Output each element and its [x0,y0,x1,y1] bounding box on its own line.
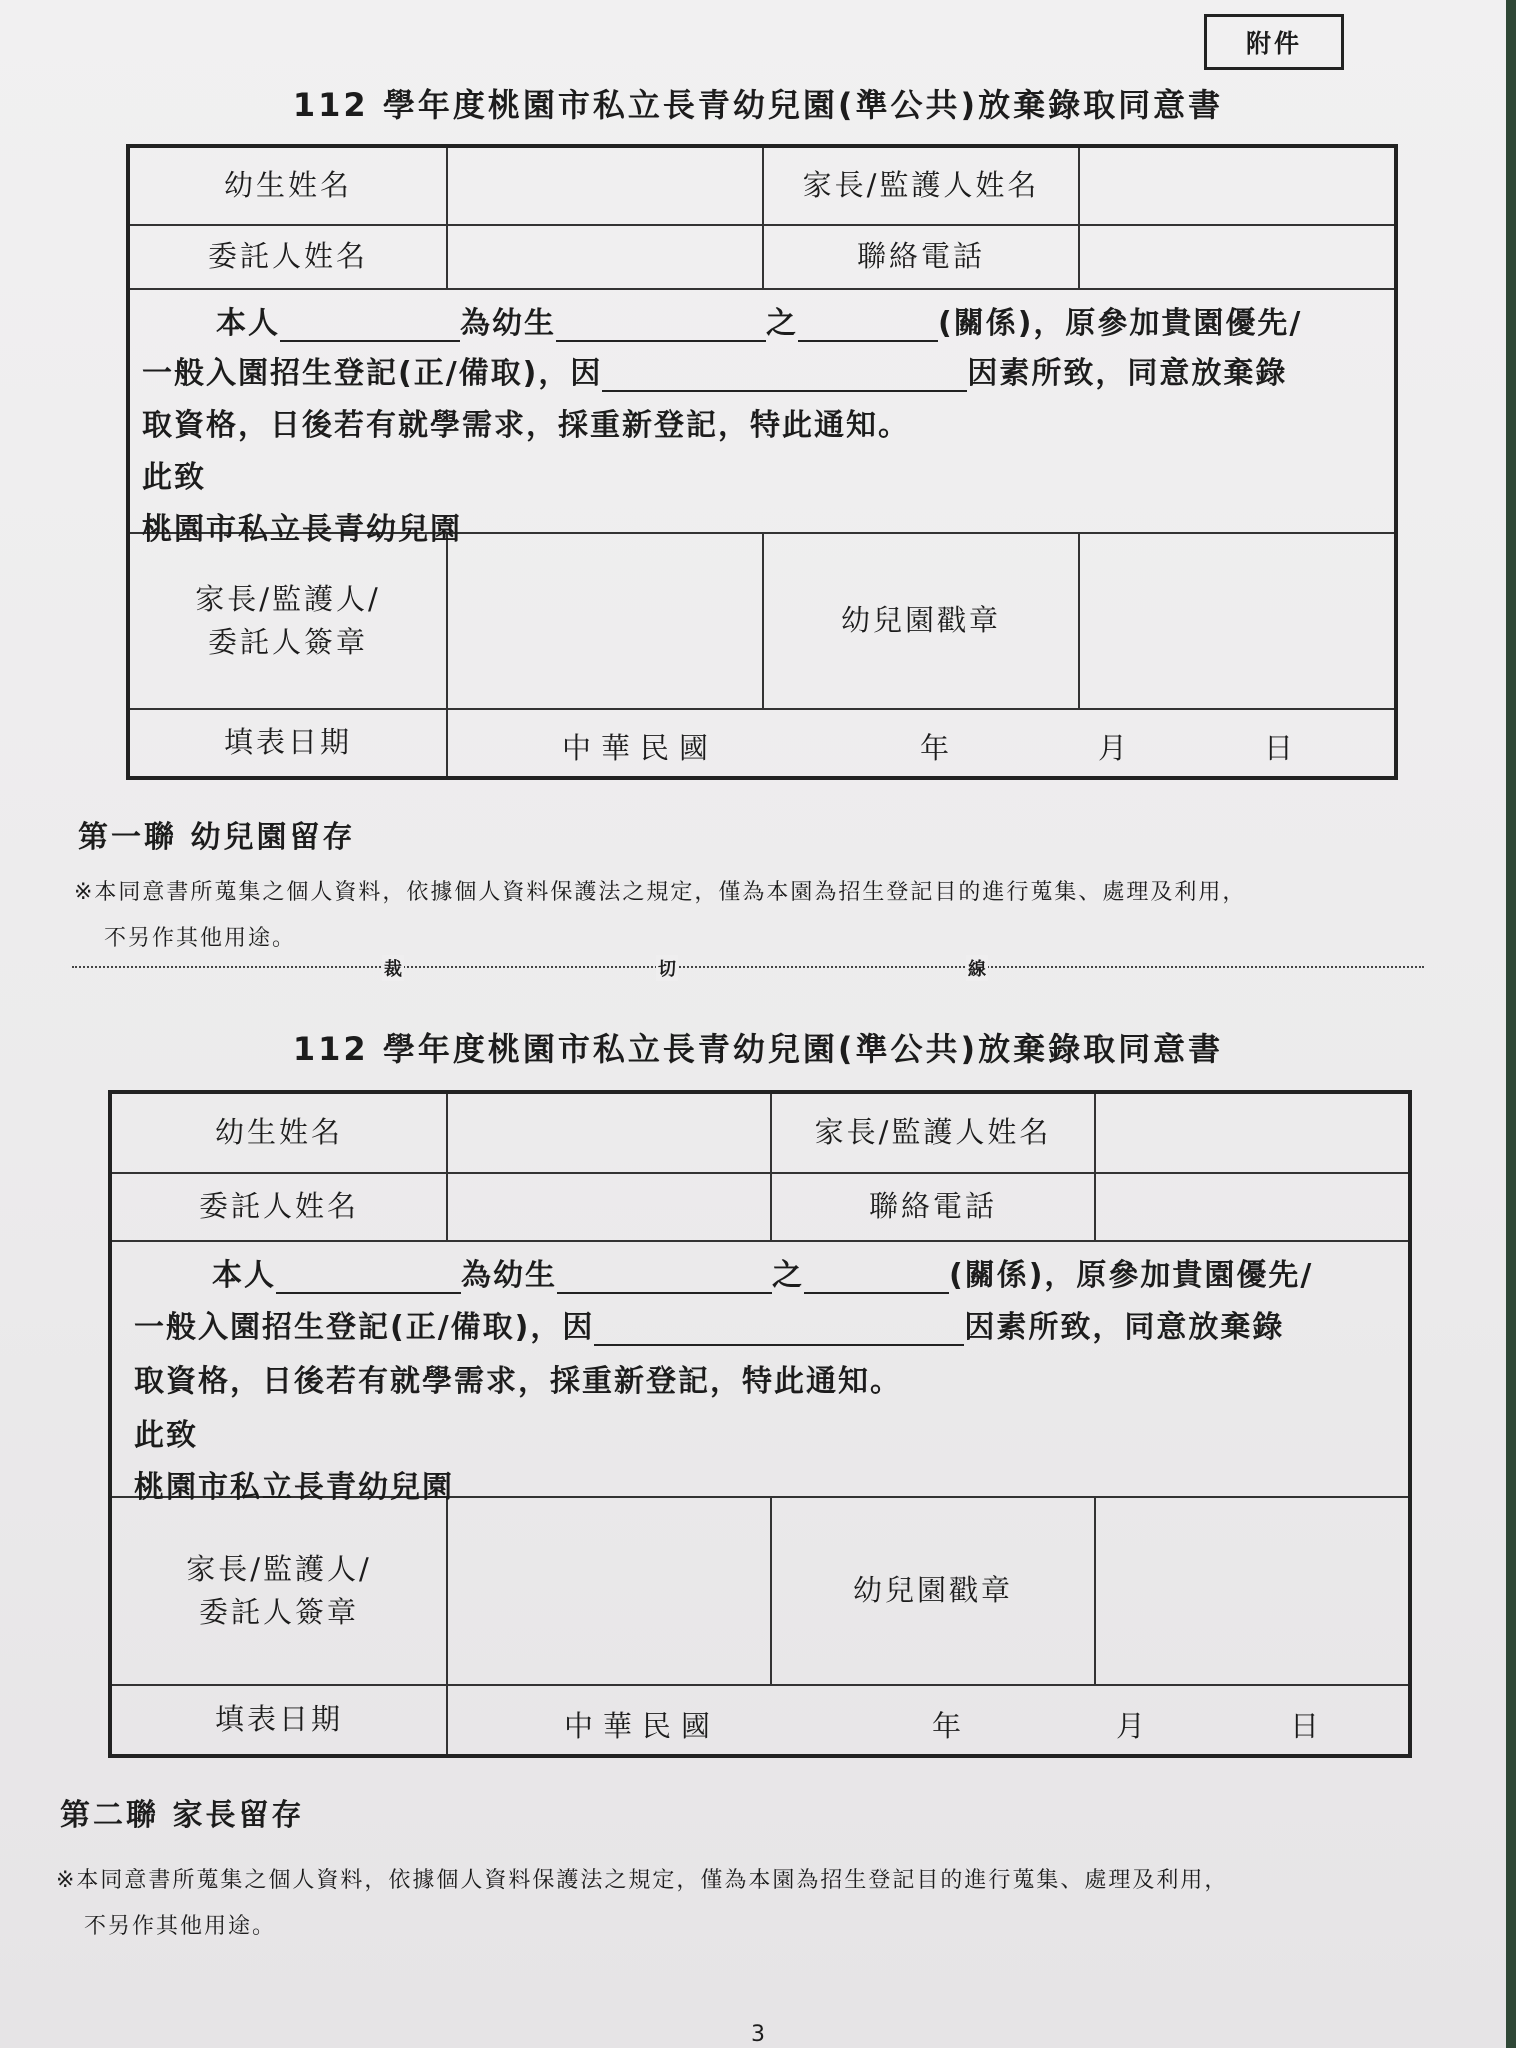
recipient: 桃園市私立長青幼兒園 [134,1470,454,1505]
declarant-blank[interactable] [276,1262,461,1294]
privacy-note-1a: ※本同意書所蒐集之個人資料，依據個人資料保護法之規定，僅為本園為招生登記目的進行蒐集、處理及利用， [74,880,1247,905]
phone-field[interactable] [1080,226,1394,288]
signature-field[interactable] [448,1498,770,1684]
date-era: 中華民國 [564,1709,721,1743]
salute: 此致 [134,1418,198,1453]
trustee-name-label: 委託人姓名 [198,1189,359,1224]
statement-line-2: 一般入園招生登記(正/備取)，因 因素所致，同意放棄錄 [142,356,1288,391]
statement-line-3: 取資格，日後若有就學需求，採重新登記，特此通知。 [134,1364,902,1399]
date-label: 填表日期 [223,725,352,760]
reason-blank[interactable] [602,360,967,392]
signature-label: 家長/監護人/ 委託人簽章 [195,581,381,659]
trustee-name-field[interactable] [448,226,762,288]
date-month: 月 [1098,731,1138,765]
signature-label: 家長/監護人/ 委託人簽章 [186,1551,372,1629]
form1-table [126,144,1398,780]
statement-line-2: 一般入園招生登記(正/備取)，因 因素所致，同意放棄錄 [134,1310,1285,1345]
child-name-label: 幼生姓名 [223,168,352,203]
guardian-name-label: 家長/監護人姓名 [802,168,1040,203]
trustee-name-label: 委託人姓名 [207,239,368,274]
cut-char-1: 裁 [382,955,404,981]
page-number: 3 [751,2022,765,2047]
relation-blank[interactable] [804,1262,949,1294]
annex-box: 附件 [1204,14,1344,70]
date-era: 中華民國 [562,731,719,765]
seal-label: 幼兒園戳章 [852,1573,1013,1608]
child-name-field[interactable] [448,1094,770,1172]
child-blank[interactable] [556,310,766,342]
seal-field[interactable] [1080,534,1394,708]
guardian-name-field[interactable] [1080,148,1394,224]
reason-blank[interactable] [594,1314,964,1346]
seal-label: 幼兒園戳章 [840,603,1001,638]
privacy-note-1b: 不另作其他用途。 [104,926,297,951]
recipient: 桃園市私立長青幼兒園 [142,512,462,547]
cut-char-3: 線 [966,955,988,981]
child-blank[interactable] [557,1262,772,1294]
declarant-blank[interactable] [280,310,460,342]
form2-title: 112 學年度桃園市私立長青幼兒園(準公共)放棄錄取同意書 [292,1030,1224,1068]
form1-title: 112 學年度桃園市私立長青幼兒園(準公共)放棄錄取同意書 [292,86,1224,124]
date-year: 年 [920,731,960,765]
trustee-name-field[interactable] [448,1174,770,1240]
copy-label-1: 第一聯 幼兒園留存 [78,820,356,855]
cut-char-2: 切 [656,955,678,981]
date-month: 月 [1116,1709,1156,1743]
date-day: 日 [1290,1709,1330,1743]
salute: 此致 [142,460,206,495]
signature-field[interactable] [448,534,762,708]
phone-field[interactable] [1096,1174,1408,1240]
relation-blank[interactable] [798,310,938,342]
date-day: 日 [1264,731,1304,765]
form2-table [108,1090,1412,1758]
child-name-field[interactable] [448,148,762,224]
seal-field[interactable] [1096,1498,1408,1684]
guardian-name-label: 家長/監護人姓名 [814,1115,1052,1150]
cut-line [72,966,1424,968]
guardian-name-field[interactable] [1096,1094,1408,1172]
phone-label: 聯絡電話 [856,239,985,274]
statement-line-3: 取資格，日後若有就學需求，採重新登記，特此通知。 [142,408,910,443]
privacy-note-2b: 不另作其他用途。 [84,1914,277,1939]
copy-label-2: 第二聯 家長留存 [60,1798,305,1833]
statement-line-1: 本人 為幼生 之 (關係)，原參加貴園優先/ [212,1258,1314,1293]
date-label: 填表日期 [214,1702,343,1737]
child-name-label: 幼生姓名 [214,1115,343,1150]
privacy-note-2a: ※本同意書所蒐集之個人資料，依據個人資料保護法之規定，僅為本園為招生登記目的進行蒐集、處理及利用， [56,1868,1229,1893]
phone-label: 聯絡電話 [868,1189,997,1224]
date-year: 年 [932,1709,972,1743]
statement-line-1: 本人 為幼生 之 (關係)，原參加貴園優先/ [216,306,1303,341]
